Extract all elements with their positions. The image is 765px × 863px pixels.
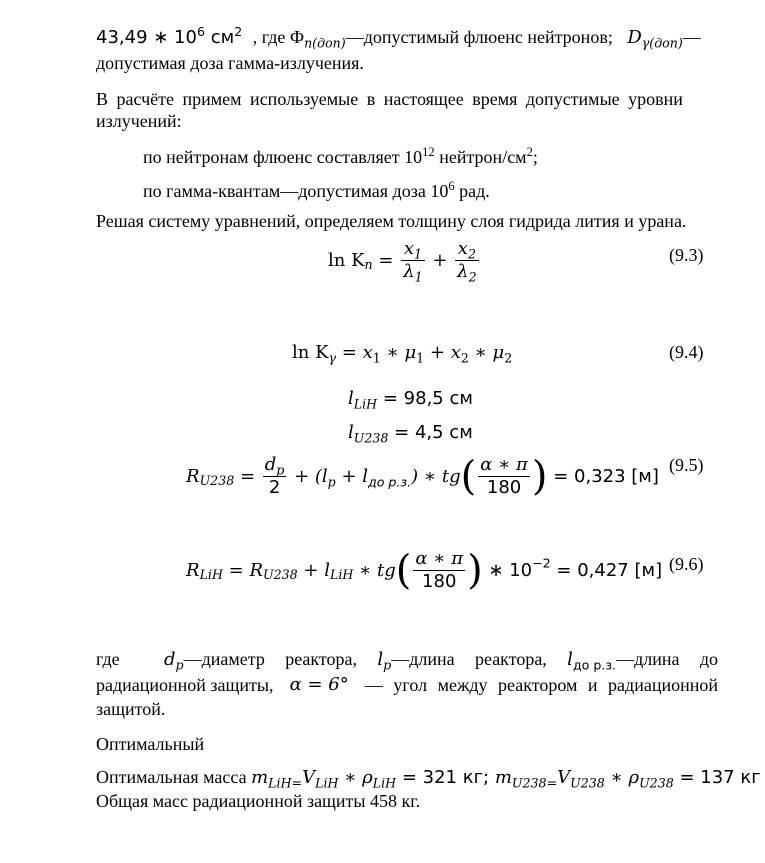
- solve-paragraph: Решая систему уравнений, определяем толщину слоя гидрида лития и урана.: [96, 211, 687, 231]
- equation-9-4: $\ln K_\gamma = x_1$ ∗ $\mu_1 + x_2$ ∗ $\mu_2$: [292, 342, 513, 366]
- equation-9-3: $\ln K_n$ = $\frac{x_1}{\lambda_1}$ + $\frac{x_2}{\lambda_2}$: [328, 238, 477, 285]
- equation-number-9-5: (9.5): [669, 455, 704, 475]
- result-l-u238: $l_{U238} = 4,5$ см: [348, 422, 473, 446]
- fraction-x2-lambda2: $\frac{x_2}{\lambda_2}$: [457, 238, 477, 285]
- optimal-heading: Оптимальный: [96, 734, 205, 754]
- fraction-alpha-pi-180-b: $\frac{\alpha ∗ \pi}{180}$: [415, 548, 464, 592]
- levels-paragraph-line2: излучений:: [96, 111, 182, 131]
- total-mass-line: Общая масс радиационной защиты 458 кг.: [96, 791, 421, 811]
- result-l-lih: $l_{LiH} = 98,5$ см: [348, 388, 473, 412]
- where-line2: радиационной защиты, α = 6° — угол между реактором и радиационной: [96, 674, 718, 695]
- neutron-item: по нейтронам флюенс составляет $10^{12}$ нейтрон/$см^2$;: [143, 145, 538, 167]
- equation-number-9-4: (9.4): [669, 342, 704, 362]
- equation-9-5: $R_{U238}$ = $\frac{d_p}{2}$ + $(l_p + l_{до р.з.})$ ∗ tg( $\frac{\alpha ∗ \pi}{180}$ ) = 0,323 [м]: [186, 453, 659, 500]
- equation-9-6: $R_{LiH} = R_{U238} + l_{LiH}$ ∗ tg( $\frac{\alpha ∗ \pi}{180}$ ) ∗ $10^{-2} = 0,427$ [м]: [186, 547, 663, 594]
- where-line1: где $d_p—диаметр$ реактора, $l_p—длина$ реактора, $l_{до р.з.}—длина$ до: [96, 649, 718, 673]
- levels-text: В расчёте примем используемые в настоящее время допустимые уровни: [96, 89, 683, 109]
- fraction-x1-lambda1: $\frac{x_1}{\lambda_1}$: [403, 238, 423, 285]
- levels-paragraph-line1: [96, 88, 718, 110]
- equation-number-9-3: (9.3): [669, 245, 704, 265]
- fluence-line: 43,49 ∗ $10^6$ $см^2$ , где $Ф_{n(доп)}—допустимый$ флюенс нейтронов; $D_{\gamma(доп)}—$: [96, 24, 701, 51]
- gamma-item: по гамма-квантам—допустимая доза $10^6$ рад.: [143, 179, 490, 201]
- where-line3: защитой.: [96, 699, 166, 719]
- fraction-alpha-pi-180: $\frac{\alpha ∗ \pi}{180}$: [480, 454, 528, 498]
- equation-number-9-6: (9.6): [669, 554, 704, 574]
- optimal-mass-line: Оптимальная масса $m_{LiH=}V_{LiH}$ ∗ $\rho_{LiH} = 321$ кг; $m_{U238=}V_{U238}$ ∗ $\rho_{U238} = 137$ кг: [96, 767, 761, 791]
- dose-line: допустимая доза гамма-излучения.: [96, 53, 364, 73]
- fraction-dp-2: $\frac{d_p}{2}$: [264, 454, 285, 498]
